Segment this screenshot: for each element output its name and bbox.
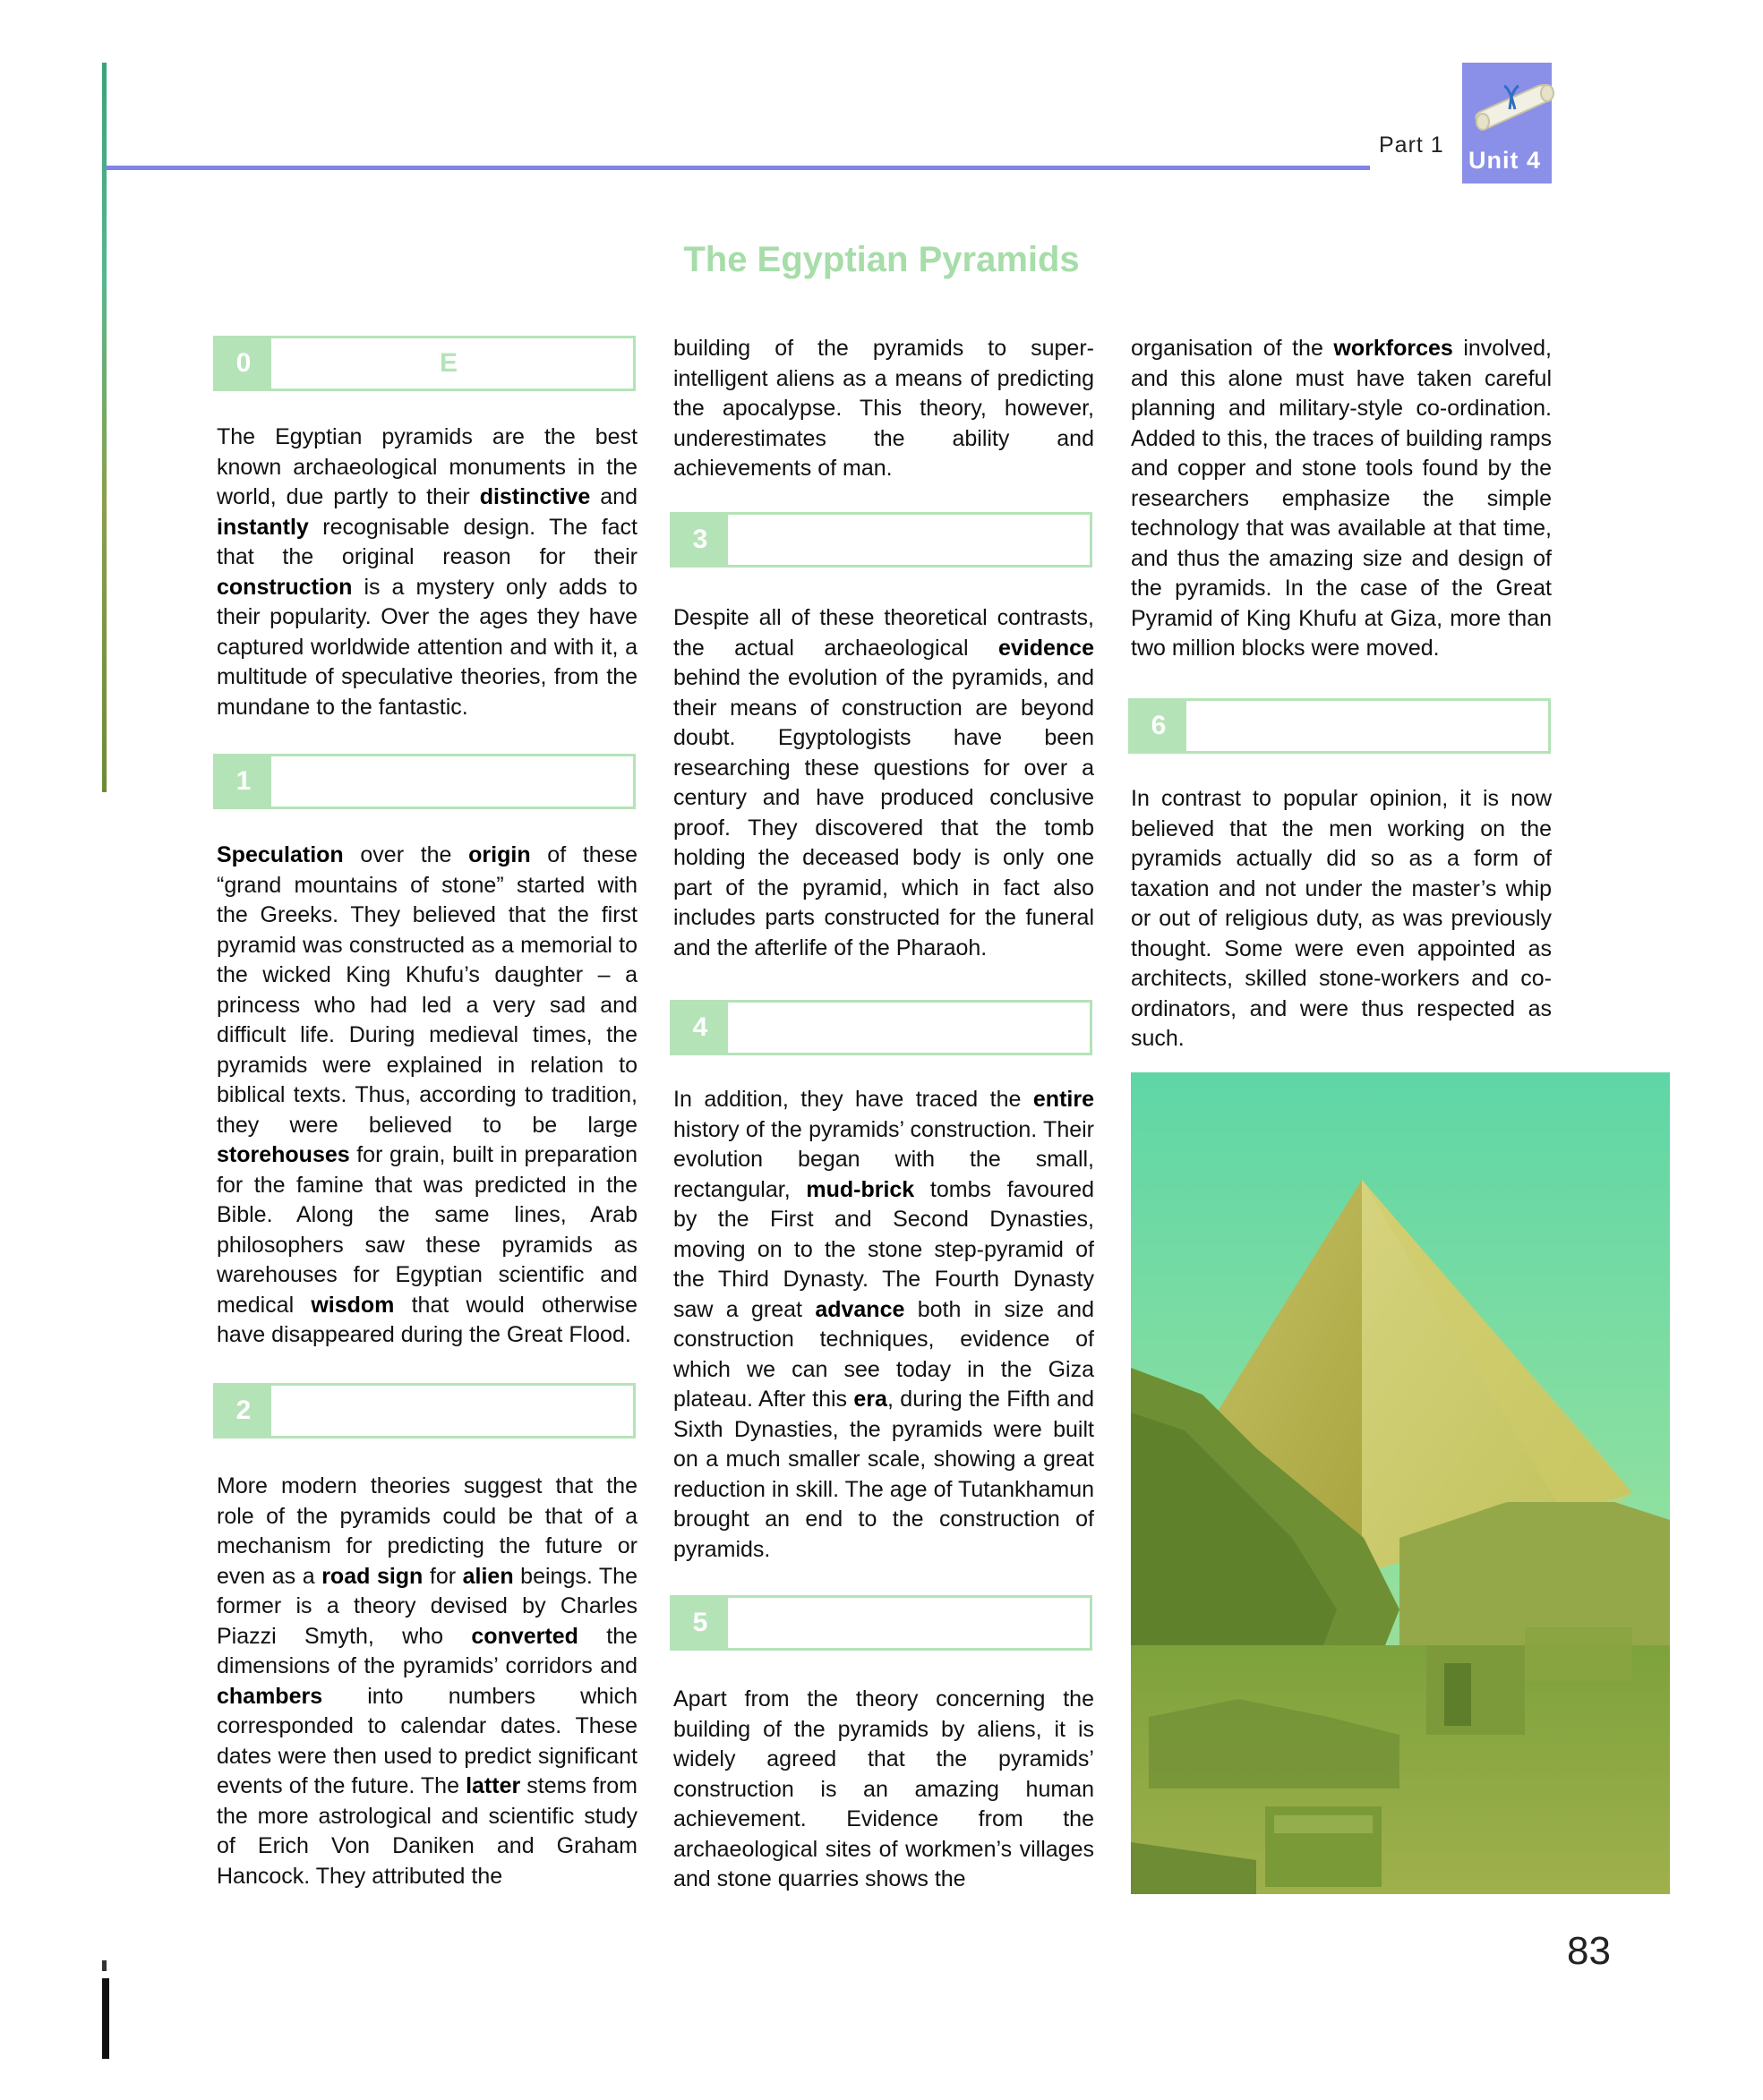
section-number: 2 (216, 1386, 271, 1436)
section-header-0 (213, 336, 636, 391)
paragraph-2: More modern theories suggest that the role of the pyramids could be that of a mechanism for predicting the future or even as a road sign for alien beings. The former is a theory devised by Charles Piazzi Smyth, who converted the dimensions of the pyramids’ corridors and chambers into numbers which corresponded to calendar dates. These dates were then used to predict significant events of the future. The latter stems from the more astrological and scientific study of Erich Von Daniken and Graham Hancock. They attributed the (217, 1473, 638, 1889)
part-label: Part 1 (1379, 132, 1444, 158)
header-rule (106, 166, 1370, 170)
section-number: 6 (1131, 701, 1186, 751)
unit-label: Unit 4 (1468, 147, 1542, 174)
pyramid-photo (1131, 1072, 1670, 1894)
section-header-1 (213, 754, 636, 809)
section-number: 0 (216, 338, 271, 388)
section-header-2 (213, 1383, 636, 1438)
section-header-4 (670, 1000, 1092, 1055)
paragraph-1: Speculation over the origin of these “grand mountains of stone” started with the Greeks. They believed that the first pyramid was constructed as a memorial to the wicked King Khufu’s daughter – a princess who had led a very sad and difficult life. During medieval times, the pyramids were explained in relation to biblical texts. Thus, according to tradition, they were believed to be large storehouses for grain, built in preparation for the famine that was predicted in the Bible. Along the same lines, Arab philosophers saw these pyramids as warehouses for Egyptian scientific and medical wisdom that would otherwise have disappeared during the Great Flood. (217, 842, 638, 1347)
section-number: 4 (672, 1003, 728, 1053)
page-number: 83 (1567, 1929, 1611, 1973)
paragraph-3: Despite all of these theoretical contrasts, the actual archaeological evidence behind the evolution of the pyramids, and their means of construction are beyond doubt. Egyptologists have been researching these questions for over a century and have produced conclusive proof. They discovered that the tomb holding the deceased body is only one part of the pyramid, which in fact also includes parts constructed for the funeral and the afterlife of the Pharaoh. (673, 605, 1094, 960)
section-number: 3 (672, 515, 728, 565)
paragraph-2-continued: building of the pyramids to super-intelligent aliens as a means of predicting the apocalypse. This theory, however, underestimates the ability and achievements of man. (673, 336, 1094, 481)
section-header-6 (1128, 698, 1551, 754)
section-heading: E (440, 348, 458, 378)
section-number: 5 (672, 1598, 728, 1648)
section-header-3 (670, 512, 1092, 568)
left-margin-tick (102, 1960, 107, 1971)
paragraph-0: The Egyptian pyramids are the best known archaeological monuments in the world, due partly to their distinctive and instantly recognisable design. The fact that the original reason for their construction is a mystery only adds to their popularity. Over the ages they have captured worldwide attention and with it, a multitude of speculative theories, from the mundane to the fantastic. (217, 424, 638, 720)
paragraph-5: Apart from the theory concerning the building of the pyramids by aliens, it is widely agreed that the pyramids’ construction is an amazing human achievement. Evidence from the archaeological sites of workmen’s villages and stone quarries shows the (673, 1686, 1094, 1891)
left-margin-bottom-rule (102, 1978, 109, 2059)
paragraph-4: In addition, they have traced the entire history of the pyramids’ construction. Their evolution began with the small, rectangular, mud-brick tombs favoured by the First and Second Dynasties, moving on to the stone step-pyramid of the Third Dynasty. The Fourth Dynasty saw a great advance both in size and construction techniques, evidence of which we can see today in the Giza plateau. After this era, during the Fifth and Sixth Dynasties, the pyramids were built on a much smaller scale, showing a great reduction in skill. The age of Tutankhamun brought an end to the construction of pyramids. (673, 1087, 1095, 1562)
paragraph-6: In contrast to popular opinion, it is now believed that the men working on the pyramids actually did so as a form of taxation and not under the master’s whip or out of religious duty, as was previously thought. Some were even appointed as architects, skilled stone-workers and co-ordinators, and were thus respected as such. (1131, 786, 1552, 1051)
paragraph-5-continued: organisation of the workforces involved, and this alone must have taken careful planning and military-style co-ordination. Added to this, the traces of building ramps and copper and stone tools found by the researchers emphasize the simple technology that was available at that time, and thus the amazing size and design of the pyramids. In the case of the Great Pyramid of King Khufu at Giza, more than two million blocks were moved. (1131, 336, 1552, 661)
scroll-icon (1468, 70, 1558, 137)
left-margin-rule (102, 63, 107, 792)
section-header-5 (670, 1595, 1092, 1651)
section-number: 1 (216, 756, 271, 807)
page-title: The Egyptian Pyramids (683, 240, 1080, 279)
